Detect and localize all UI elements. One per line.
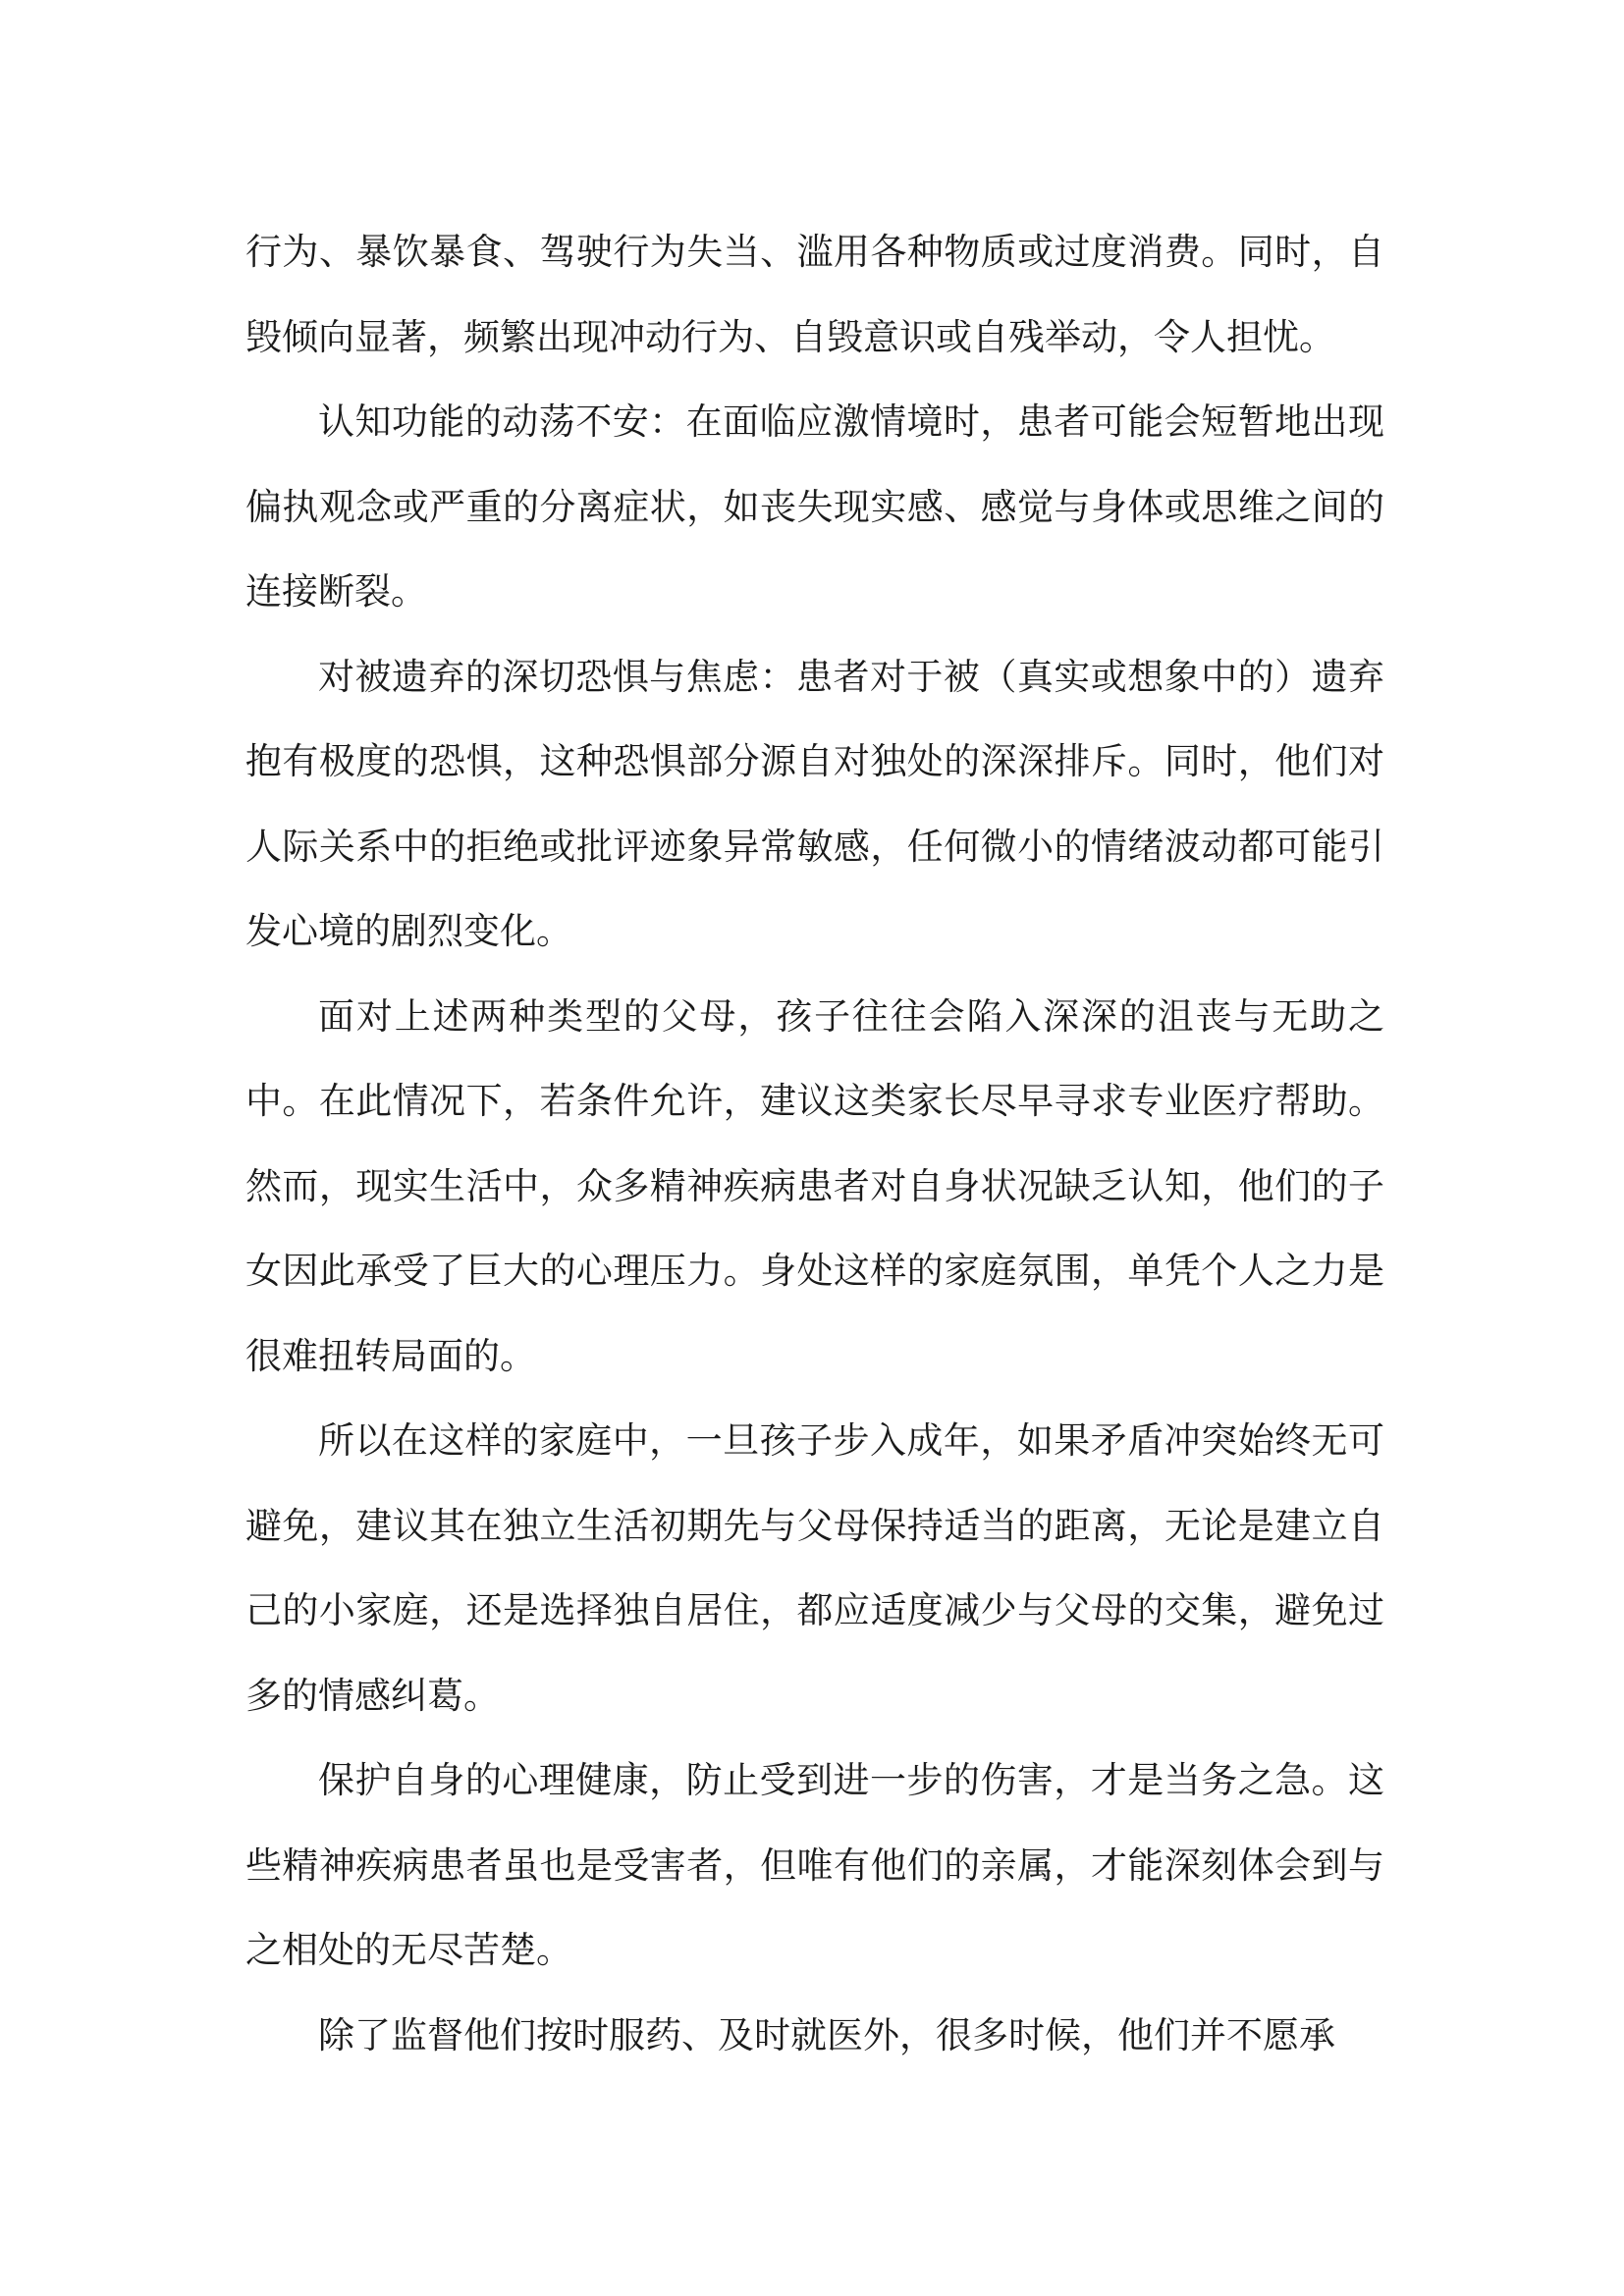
- paragraph-keep-distance: 所以在这样的家庭中，一旦孩子步入成年，如果矛盾冲突始终无可避免，建议其在独立生活初期先与父母保持适当的距离，无论是建立自己的小家庭，还是选择独自居住，都应适度减少与父母的交集，避免过多的情感纠葛。: [245, 1419, 1384, 1717]
- paragraph-protect-mental-health: 保护自身的心理健康，防止受到进一步的伤害，才是当务之急。这些精神疾病患者虽也是受害者，但唯有他们的亲属，才能深刻体会到与之相处的无尽苦楚。: [245, 1759, 1384, 1971]
- document-body: [245, 210, 1384, 2078]
- paragraph-fear-of-abandonment: 对被遗弃的深切恐惧与焦虑：患者对于被（真实或想象中的）遗弃抱有极度的恐惧，这种恐惧部分源自对独处的深深排斥。同时，他们对人际关系中的拒绝或批评迹象异常敏感，任何微小的情绪波动都可能引发心境的剧烈变化。: [245, 655, 1384, 952]
- paragraph-cognitive-instability: 认知功能的动荡不安：在面临应激情境时，患者可能会短暂地出现偏执观念或严重的分离症状，如丧失现实感、感觉与身体或思维之间的连接断裂。: [245, 400, 1384, 613]
- paragraph-continuation: 行为、暴饮暴食、驾驶行为失当、滥用各种物质或过度消费。同时，自毁倾向显著，频繁出现冲动行为、自毁意识或自残举动，令人担忧。: [245, 231, 1384, 358]
- paragraph-children-helplessness: 面对上述两种类型的父母，孩子往往会陷入深深的沮丧与无助之中。在此情况下，若条件允许，建议这类家长尽早寻求专业医疗帮助。然而，现实生活中，众多精神疾病患者对自身状况缺乏认知，他们的子女因此承受了巨大的心理压力。身处这样的家庭氛围，单凭个人之力是很难扭转局面的。: [245, 994, 1384, 1377]
- paragraph-supervision: 除了监督他们按时服药、及时就医外，很多时候，他们并不愿承: [318, 2013, 1335, 2056]
